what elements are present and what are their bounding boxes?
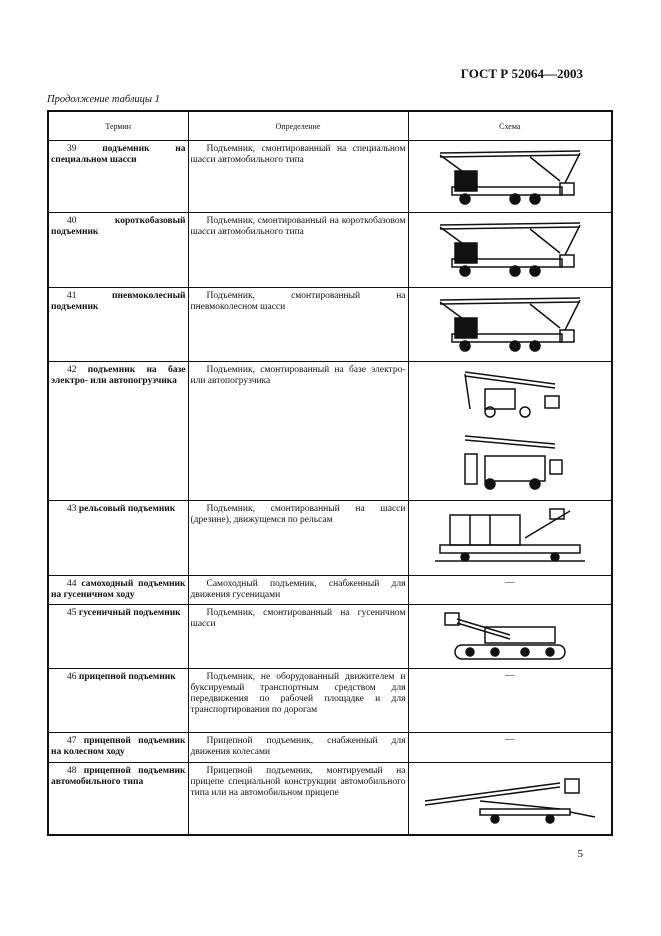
scheme-icon — [411, 143, 610, 207]
term-cell — [48, 605, 188, 669]
scheme-drawing — [408, 605, 612, 669]
table-continuation-caption: Продолжение таблицы 1 — [47, 94, 160, 105]
definition-cell: Подъемник, не оборудованный движителем и буксируемый транспортным средством для передвижения по рабочей площадке и для транспортирования по дорогам — [188, 669, 408, 733]
scheme-icon — [411, 765, 610, 827]
term-number: 41 — [67, 291, 77, 301]
page-number: 5 — [577, 848, 583, 860]
scheme-drawing — [408, 362, 612, 501]
term-cell — [48, 733, 188, 763]
scheme-icon — [411, 607, 610, 665]
term-cell — [48, 669, 188, 733]
term-text: подъемник на специальном шасси — [51, 144, 186, 165]
term-number: 42 — [67, 365, 77, 375]
table-row — [48, 733, 612, 763]
scheme-cell — [408, 733, 612, 763]
term-number: 46 — [67, 672, 77, 682]
column-header-scheme: Схема — [408, 111, 612, 141]
term-cell — [48, 501, 188, 576]
scheme-cell — [408, 576, 612, 605]
term-text: прицепной подъемник — [78, 672, 176, 682]
table-row — [48, 763, 612, 835]
definition-cell: Подъемник, смонтированный на короткобазовом шасси автомобильного типа — [188, 213, 408, 288]
terms-table — [47, 110, 613, 836]
term-text: пневмоколесный подъемник — [51, 291, 186, 312]
table-row — [48, 605, 612, 669]
term-cell — [48, 141, 188, 213]
term-number: 48 — [67, 766, 77, 776]
table-row — [48, 141, 612, 213]
scheme-cell — [408, 669, 612, 733]
definition-cell: Подъемник, смонтированный на шасси (дрезине), движущемся по рельсам — [188, 501, 408, 576]
table-row — [48, 501, 612, 576]
scheme-icon — [411, 364, 610, 492]
scheme-drawing — [408, 763, 612, 835]
term-cell — [48, 362, 188, 501]
scheme-drawing — [408, 141, 612, 213]
term-text: прицепной подъемник на колесном ходу — [51, 736, 186, 757]
scheme-icon — [411, 290, 610, 354]
scheme-icon — [411, 215, 610, 279]
scheme-dash: — — [505, 578, 515, 588]
scheme-dash: — — [505, 735, 515, 745]
definition-cell: Подъемник, смонтированный на специальном шасси автомобильного типа — [188, 141, 408, 213]
column-header-definition: Определение — [188, 111, 408, 141]
term-cell — [48, 576, 188, 605]
term-number: 45 — [67, 608, 77, 618]
definition-cell: Подъемник, смонтированный на гусеничном шасси — [188, 605, 408, 669]
scheme-icon — [411, 503, 610, 567]
table-row — [48, 288, 612, 362]
term-number: 44 — [67, 579, 77, 589]
term-cell — [48, 763, 188, 835]
term-number: 47 — [67, 736, 77, 746]
term-cell — [48, 213, 188, 288]
table-row — [48, 362, 612, 501]
scheme-drawing — [408, 501, 612, 576]
scheme-drawing — [408, 288, 612, 362]
term-text: рельсовый подъемник — [78, 504, 176, 514]
term-text: подъемник на базе электро- или автопогрузчика — [51, 365, 186, 386]
definition-cell: Самоходный подъемник, снабженный для движения гусеницами — [188, 576, 408, 605]
table-row — [48, 213, 612, 288]
scheme-drawing — [408, 213, 612, 288]
definition-cell: Подъемник, смонтированный на пневмоколесном шасси — [188, 288, 408, 362]
term-text: прицепной подъемник автомобильного типа — [51, 766, 186, 787]
term-text: самоходный подъемник на гусеничном ходу — [51, 579, 186, 600]
table-row — [48, 576, 612, 605]
term-number: 43 — [67, 504, 77, 514]
term-cell — [48, 288, 188, 362]
table-row — [48, 669, 612, 733]
definition-cell: Прицепной подъемник, монтируемый на прицепе специальной конструкции автомобильного типа или на автомобильном прицепе — [188, 763, 408, 835]
scheme-dash: — — [505, 671, 515, 681]
standard-number: ГОСТ Р 52064—2003 — [460, 66, 583, 81]
term-number: 39 — [67, 144, 77, 154]
term-number: 40 — [67, 216, 77, 226]
column-header-term: Термин — [48, 111, 188, 141]
definition-cell: Прицепной подъемник, снабженный для движения колесами — [188, 733, 408, 763]
term-text: короткобазовый подъемник — [51, 216, 186, 237]
term-text: гусеничный подъемник — [78, 608, 181, 618]
definition-cell: Подъемник, смонтированный на базе электро- или автопогрузчика — [188, 362, 408, 501]
